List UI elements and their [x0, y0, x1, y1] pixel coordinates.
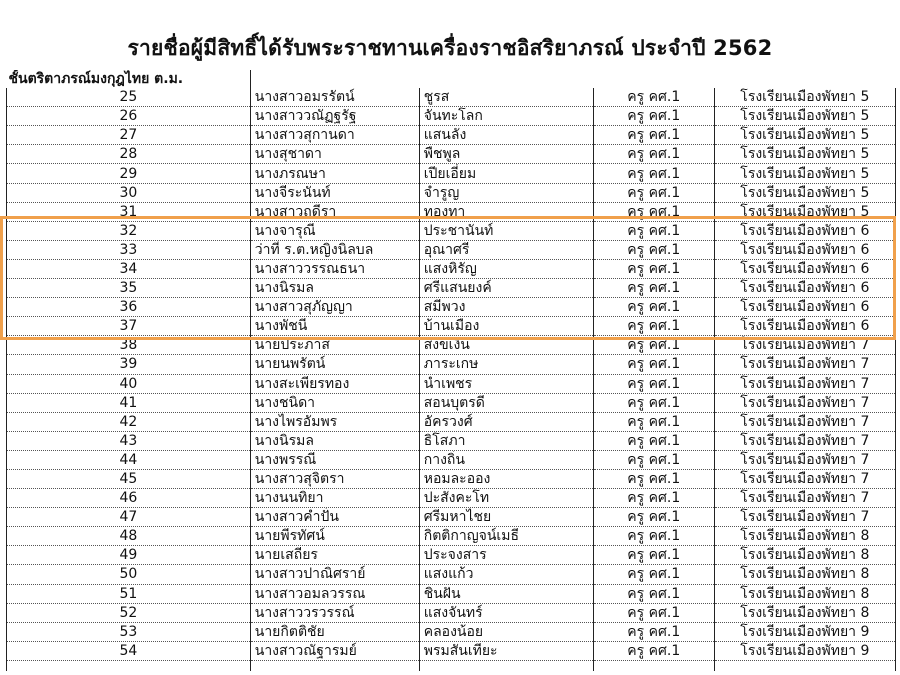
- position-cell: ครู คศ.1: [593, 565, 714, 584]
- surname-cell: ประจงสาร: [419, 546, 593, 565]
- row-number-cell: 53: [7, 622, 251, 641]
- name-cell: นายพีรทัศน์: [250, 527, 419, 546]
- position-cell: ครู คศ.1: [593, 145, 714, 164]
- position-cell: ครู คศ.1: [593, 508, 714, 527]
- table-row: [7, 546, 896, 565]
- position-cell: ครู คศ.1: [593, 431, 714, 450]
- surname-cell: แสงแก้ว: [419, 565, 593, 584]
- recipients-table: [6, 70, 896, 671]
- row-number-cell: 47: [7, 508, 251, 527]
- name-cell: นายกิตติชัย: [250, 622, 419, 641]
- school-cell: โรงเรียนเมืองพัทยา 6: [714, 240, 895, 259]
- name-cell: นางสาวณัฐารมย์: [250, 641, 419, 660]
- name-cell: นางสาวอมลวรรณ: [250, 584, 419, 603]
- row-number-cell: 50: [7, 565, 251, 584]
- name-cell: นางนิรมล: [250, 279, 419, 298]
- table-row: [7, 450, 896, 469]
- surname-cell: สอนบุตรดี: [419, 393, 593, 412]
- table-row: [7, 88, 896, 107]
- table-row: [7, 145, 896, 164]
- surname-cell: กางถิ่น: [419, 450, 593, 469]
- row-number-cell: 40: [7, 374, 251, 393]
- table-row: [7, 164, 896, 183]
- name-cell: นางพัชนี: [250, 317, 419, 336]
- position-cell: ครู คศ.1: [593, 393, 714, 412]
- school-cell: โรงเรียนเมืองพัทยา 5: [714, 183, 895, 202]
- school-cell: โรงเรียนเมืองพัทยา 6: [714, 221, 895, 240]
- surname-cell: ชินฝัน: [419, 584, 593, 603]
- table-row: [7, 565, 896, 584]
- school-cell: โรงเรียนเมืองพัทยา 7: [714, 374, 895, 393]
- row-number-cell: 42: [7, 412, 251, 431]
- surname-cell: บ้านเมือง: [419, 317, 593, 336]
- name-cell: นายนพรัตน์: [250, 355, 419, 374]
- spreadsheet: [6, 70, 896, 671]
- school-cell: โรงเรียนเมืองพัทยา 8: [714, 584, 895, 603]
- table-row: [7, 317, 896, 336]
- school-cell: โรงเรียนเมืองพัทยา 5: [714, 145, 895, 164]
- position-cell: ครู คศ.1: [593, 450, 714, 469]
- table-row: [7, 412, 896, 431]
- surname-cell: ปะสังคะโท: [419, 489, 593, 508]
- position-cell: ครู คศ.1: [593, 527, 714, 546]
- position-cell: ครู คศ.1: [593, 107, 714, 126]
- school-cell: โรงเรียนเมืองพัทยา 5: [714, 107, 895, 126]
- school-cell: โรงเรียนเมืองพัทยา 7: [714, 489, 895, 508]
- name-cell: นางจีระนันท์: [250, 183, 419, 202]
- row-number-cell: 38: [7, 336, 251, 355]
- surname-cell: อัครวงศ์: [419, 412, 593, 431]
- group-header-row: [7, 70, 896, 88]
- school-cell: โรงเรียนเมืองพัทยา 8: [714, 603, 895, 622]
- school-cell: โรงเรียนเมืองพัทยา 5: [714, 202, 895, 221]
- position-cell: ครู คศ.1: [593, 259, 714, 278]
- name-cell: นางสาวสุจิตรา: [250, 469, 419, 488]
- row-number-cell: 49: [7, 546, 251, 565]
- surname-cell: พรมสันเทียะ: [419, 641, 593, 660]
- table-row: [7, 374, 896, 393]
- surname-cell: นำเพชร: [419, 374, 593, 393]
- school-cell: โรงเรียนเมืองพัทยา 7: [714, 508, 895, 527]
- surname-cell: อุณาศรี: [419, 240, 593, 259]
- row-number-cell: 48: [7, 527, 251, 546]
- name-cell: นางพรรณี: [250, 450, 419, 469]
- surname-cell: สงขเงิน: [419, 336, 593, 355]
- position-cell: ครู คศ.1: [593, 317, 714, 336]
- table-row: [7, 431, 896, 450]
- position-cell: ครู คศ.1: [593, 336, 714, 355]
- school-cell: โรงเรียนเมืองพัทยา 6: [714, 279, 895, 298]
- row-number-cell: 26: [7, 107, 251, 126]
- name-cell: นายเสถียร: [250, 546, 419, 565]
- table-row: [7, 584, 896, 603]
- position-cell: ครู คศ.1: [593, 584, 714, 603]
- position-cell: ครู คศ.1: [593, 183, 714, 202]
- row-number-cell: 32: [7, 221, 251, 240]
- name-cell: นางไพรอัมพร: [250, 412, 419, 431]
- surname-cell: สมีพวง: [419, 298, 593, 317]
- surname-cell: จันทะโลก: [419, 107, 593, 126]
- recipients-table-body: [7, 70, 896, 671]
- name-cell: นางจารุณี: [250, 221, 419, 240]
- school-cell: โรงเรียนเมืองพัทยา 6: [714, 317, 895, 336]
- school-cell: โรงเรียนเมืองพัทยา 7: [714, 393, 895, 412]
- row-number-cell: 31: [7, 202, 251, 221]
- name-cell: นางนนทิยา: [250, 489, 419, 508]
- table-row: [7, 259, 896, 278]
- table-row: [7, 622, 896, 641]
- name-cell: นางชนิดา: [250, 393, 419, 412]
- table-row: [7, 107, 896, 126]
- row-number-cell: 25: [7, 88, 251, 107]
- school-cell: โรงเรียนเมืองพัทยา 7: [714, 431, 895, 450]
- surname-cell: ประชานันท์: [419, 221, 593, 240]
- school-cell: โรงเรียนเมืองพัทยา 7: [714, 412, 895, 431]
- row-number-cell: 33: [7, 240, 251, 259]
- document-title: รายชื่อผู้มีสิทธิ์ได้รับพระราชทานเครื่องราชอิสริยาภรณ์ ประจำปี 2562: [127, 36, 773, 60]
- table-row: [7, 298, 896, 317]
- table-row: [7, 489, 896, 508]
- position-cell: ครู คศ.1: [593, 240, 714, 259]
- surname-cell: ภาระเกษ: [419, 355, 593, 374]
- name-cell: นางสาวสุกานดา: [250, 126, 419, 145]
- position-cell: ครู คศ.1: [593, 469, 714, 488]
- row-number-cell: 39: [7, 355, 251, 374]
- group-label: ชั้นตริตาภรณ์มงกุฎไทย ต.ม.: [7, 70, 251, 88]
- school-cell: โรงเรียนเมืองพัทยา 7: [714, 355, 895, 374]
- table-row: [7, 221, 896, 240]
- name-cell: นางภรณษา: [250, 164, 419, 183]
- school-cell: โรงเรียนเมืองพัทยา 8: [714, 565, 895, 584]
- school-cell: โรงเรียนเมืองพัทยา 8: [714, 527, 895, 546]
- table-row: [7, 527, 896, 546]
- position-cell: ครู คศ.1: [593, 374, 714, 393]
- surname-cell: ศรีแสนยงค์: [419, 279, 593, 298]
- school-cell: โรงเรียนเมืองพัทยา 6: [714, 259, 895, 278]
- position-cell: ครู คศ.1: [593, 546, 714, 565]
- surname-cell: หอมละออง: [419, 469, 593, 488]
- row-number-cell: 35: [7, 279, 251, 298]
- name-cell: นางสาวฤดีรา: [250, 202, 419, 221]
- position-cell: ครู คศ.1: [593, 279, 714, 298]
- row-number-cell: 34: [7, 259, 251, 278]
- row-number-cell: 29: [7, 164, 251, 183]
- surname-cell: แสนลัง: [419, 126, 593, 145]
- row-number-cell: 51: [7, 584, 251, 603]
- row-number-cell: 54: [7, 641, 251, 660]
- table-row: [7, 240, 896, 259]
- row-number-cell: 30: [7, 183, 251, 202]
- surname-cell: แสงจันทร์: [419, 603, 593, 622]
- position-cell: ครู คศ.1: [593, 202, 714, 221]
- school-cell: โรงเรียนเมืองพัทยา 9: [714, 641, 895, 660]
- table-row: [7, 469, 896, 488]
- table-row: [7, 126, 896, 145]
- position-cell: ครู คศ.1: [593, 622, 714, 641]
- name-cell: นายประภาส: [250, 336, 419, 355]
- table-row: [7, 641, 896, 660]
- name-cell: นางสาววณัฏฐรัฐ: [250, 107, 419, 126]
- name-cell: นางสุชาดา: [250, 145, 419, 164]
- table-row: [7, 183, 896, 202]
- row-number-cell: 46: [7, 489, 251, 508]
- position-cell: ครู คศ.1: [593, 298, 714, 317]
- table-row: [7, 603, 896, 622]
- school-cell: โรงเรียนเมืองพัทยา 8: [714, 546, 895, 565]
- table-row: [7, 336, 896, 355]
- surname-cell: จำรูญ: [419, 183, 593, 202]
- position-cell: ครู คศ.1: [593, 603, 714, 622]
- name-cell: นางสาวปาณิศราย์: [250, 565, 419, 584]
- name-cell: นางสาววรรณธนา: [250, 259, 419, 278]
- row-number-cell: 44: [7, 450, 251, 469]
- table-row: [7, 279, 896, 298]
- surname-cell: พืชพูล: [419, 145, 593, 164]
- row-number-cell: 27: [7, 126, 251, 145]
- position-cell: ครู คศ.1: [593, 412, 714, 431]
- position-cell: ครู คศ.1: [593, 489, 714, 508]
- surname-cell: กิตติกาญจน์เมธี: [419, 527, 593, 546]
- school-cell: โรงเรียนเมืองพัทยา 7: [714, 336, 895, 355]
- cut-off-row: [7, 660, 896, 671]
- position-cell: ครู คศ.1: [593, 126, 714, 145]
- row-number-cell: 36: [7, 298, 251, 317]
- school-cell: โรงเรียนเมืองพัทยา 5: [714, 164, 895, 183]
- school-cell: โรงเรียนเมืองพัทยา 6: [714, 298, 895, 317]
- table-row: [7, 355, 896, 374]
- surname-cell: คลองน้อย: [419, 622, 593, 641]
- position-cell: ครู คศ.1: [593, 641, 714, 660]
- surname-cell: ศรีมหาไชย: [419, 508, 593, 527]
- name-cell: นางสะเพียรทอง: [250, 374, 419, 393]
- table-row: [7, 508, 896, 527]
- school-cell: โรงเรียนเมืองพัทยา 7: [714, 450, 895, 469]
- school-cell: โรงเรียนเมืองพัทยา 5: [714, 88, 895, 107]
- row-number-cell: 37: [7, 317, 251, 336]
- row-number-cell: 45: [7, 469, 251, 488]
- school-cell: โรงเรียนเมืองพัทยา 9: [714, 622, 895, 641]
- surname-cell: ทองทา: [419, 202, 593, 221]
- name-cell: ว่าที่ ร.ต.หญิงนิลบล: [250, 240, 419, 259]
- surname-cell: แสงหิรัญ: [419, 259, 593, 278]
- position-cell: ครู คศ.1: [593, 164, 714, 183]
- position-cell: ครู คศ.1: [593, 355, 714, 374]
- row-number-cell: 28: [7, 145, 251, 164]
- position-cell: ครู คศ.1: [593, 221, 714, 240]
- name-cell: นางสาวคำปั่น: [250, 508, 419, 527]
- surname-cell: ธิโสภา: [419, 431, 593, 450]
- name-cell: นางสาวอมรรัตน์: [250, 88, 419, 107]
- row-number-cell: 52: [7, 603, 251, 622]
- name-cell: นางสาวสุภัญญา: [250, 298, 419, 317]
- table-row: [7, 393, 896, 412]
- row-number-cell: 41: [7, 393, 251, 412]
- school-cell: โรงเรียนเมืองพัทยา 5: [714, 126, 895, 145]
- name-cell: นางสาววรวรรณ์: [250, 603, 419, 622]
- table-row: [7, 202, 896, 221]
- row-number-cell: 43: [7, 431, 251, 450]
- surname-cell: เปียเอี่ยม: [419, 164, 593, 183]
- school-cell: โรงเรียนเมืองพัทยา 7: [714, 469, 895, 488]
- name-cell: นางนิรมล: [250, 431, 419, 450]
- surname-cell: ชูรส: [419, 88, 593, 107]
- position-cell: ครู คศ.1: [593, 88, 714, 107]
